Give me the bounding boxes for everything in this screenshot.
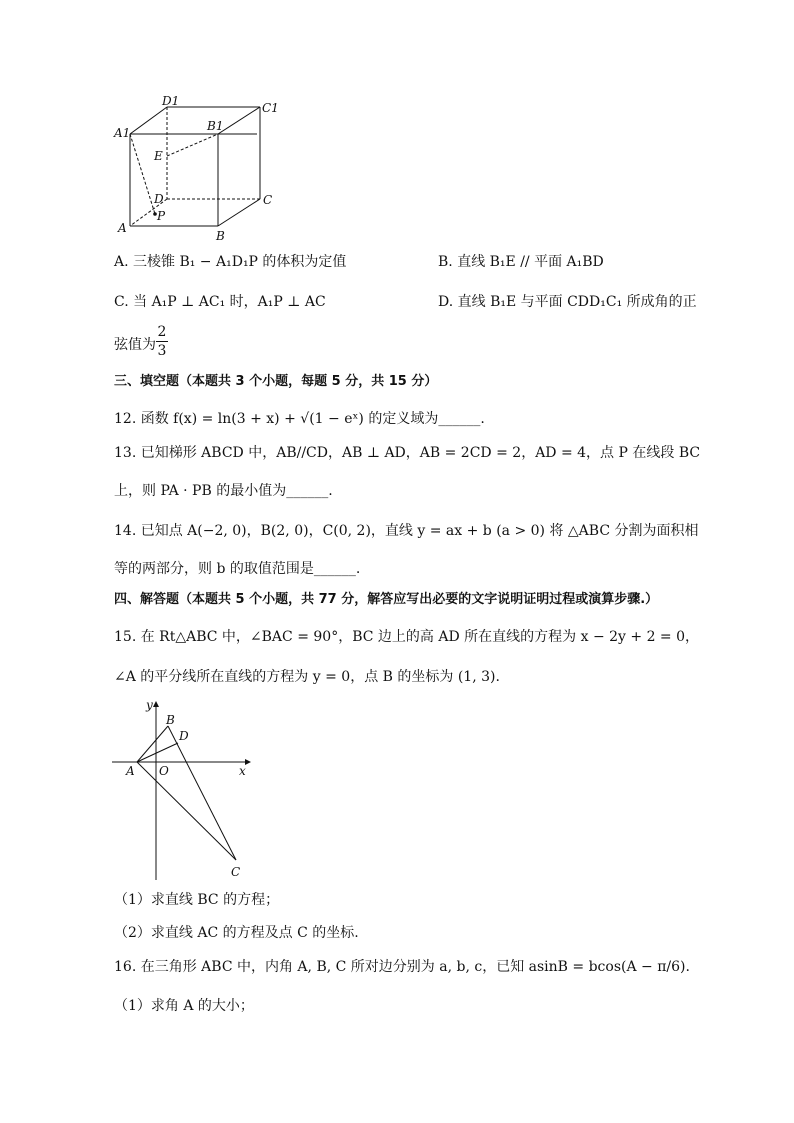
cube-edge xyxy=(130,107,167,134)
question-14-line2: 等的两部分，则 b 的取值范围是______. xyxy=(114,561,361,577)
option-b: B. 直线 B₁E // 平面 A₁BD xyxy=(438,254,604,270)
fraction-bar xyxy=(156,341,168,342)
cube-label: E xyxy=(154,149,163,163)
cube-label: C xyxy=(263,193,273,207)
option-d-continued: 弦值为 xyxy=(114,337,156,353)
segment-ab xyxy=(137,726,168,762)
segment-ac xyxy=(137,762,236,860)
cube-label: A1 xyxy=(114,126,131,140)
cube-edge xyxy=(218,107,260,134)
question-15-part2: （2）求直线 AC 的方程及点 C 的坐标. xyxy=(114,925,359,941)
graph-label: O xyxy=(159,764,169,778)
question-13-line1: 13. 已知梯形 ABCD 中，AB//CD，AB ⊥ AD，AB = 2CD = 2，AD = 4，点 P 在线段 BC xyxy=(114,445,701,461)
segment-ad xyxy=(137,743,178,762)
cube-label: D1 xyxy=(162,94,180,108)
question-12: 12. 函数 f(x) = ln(3 + x) + √(1 − eˣ) 的定义域为______. xyxy=(114,411,485,427)
graph-label: C xyxy=(231,865,241,879)
coordinate-graph xyxy=(110,698,255,883)
question-15-part1: （1）求直线 BC 的方程； xyxy=(114,892,280,908)
question-15-line2: ∠A 的平分线所在直线的方程为 y = 0，点 B 的坐标为 (1, 3). xyxy=(114,669,500,685)
section-heading: 四、解答题（本题共 5 个小题，共 77 分，解答应写出必要的文字说明证明过程或演算步骤.） xyxy=(114,592,659,607)
option-d: D. 直线 B₁E 与平面 CDD₁C₁ 所成角的正 xyxy=(438,294,697,310)
cube-figure xyxy=(110,92,285,242)
fraction-denominator: 3 xyxy=(157,343,167,359)
graph-label: B xyxy=(166,713,175,727)
option-a: A. 三棱锥 B₁ − A₁D₁P 的体积为定值 xyxy=(114,254,347,270)
cube-label: A xyxy=(118,221,127,235)
cube-hidden-edge xyxy=(167,134,218,156)
question-13-line2: 上，则 PA · PB 的最小值为______. xyxy=(114,483,333,499)
cube-label: D xyxy=(154,192,164,206)
cube-label: P xyxy=(157,209,166,223)
cube-edge xyxy=(218,199,260,226)
segment-bc xyxy=(168,726,236,860)
cube-label: B1 xyxy=(207,119,224,133)
fraction-two-thirds xyxy=(156,324,168,359)
question-16-line1: 16. 在三角形 ABC 中，内角 A, B, C 所对边分别为 a, b, c，已知 asinB = bcos(A − π/6). xyxy=(114,959,690,975)
graph-label: y xyxy=(146,698,153,712)
fraction-numerator: 2 xyxy=(157,324,167,340)
question-16-part1: （1）求角 A 的大小； xyxy=(114,998,254,1014)
graph-label: A xyxy=(126,764,135,778)
option-c: C. 当 A₁P ⊥ AC₁ 时，A₁P ⊥ AC xyxy=(114,294,326,310)
cube-label: C1 xyxy=(262,101,279,115)
question-14-line1: 14. 已知点 A(−2, 0)，B(2, 0)，C(0, 2)，直线 y = ax + b (a > 0) 将 △ABC 分割为面积相 xyxy=(114,523,699,539)
section-heading: 三、填空题（本题共 3 个小题，每题 5 分，共 15 分） xyxy=(114,374,438,389)
cube-hidden-edge xyxy=(130,134,155,214)
question-15-line1: 15. 在 Rt△ABC 中，∠BAC = 90°，BC 边上的高 AD 所在直线的方程为 x − 2y + 2 = 0， xyxy=(114,629,700,645)
graph-label: x xyxy=(239,764,246,778)
graph-label: D xyxy=(179,729,189,743)
cube-label: B xyxy=(216,229,225,242)
